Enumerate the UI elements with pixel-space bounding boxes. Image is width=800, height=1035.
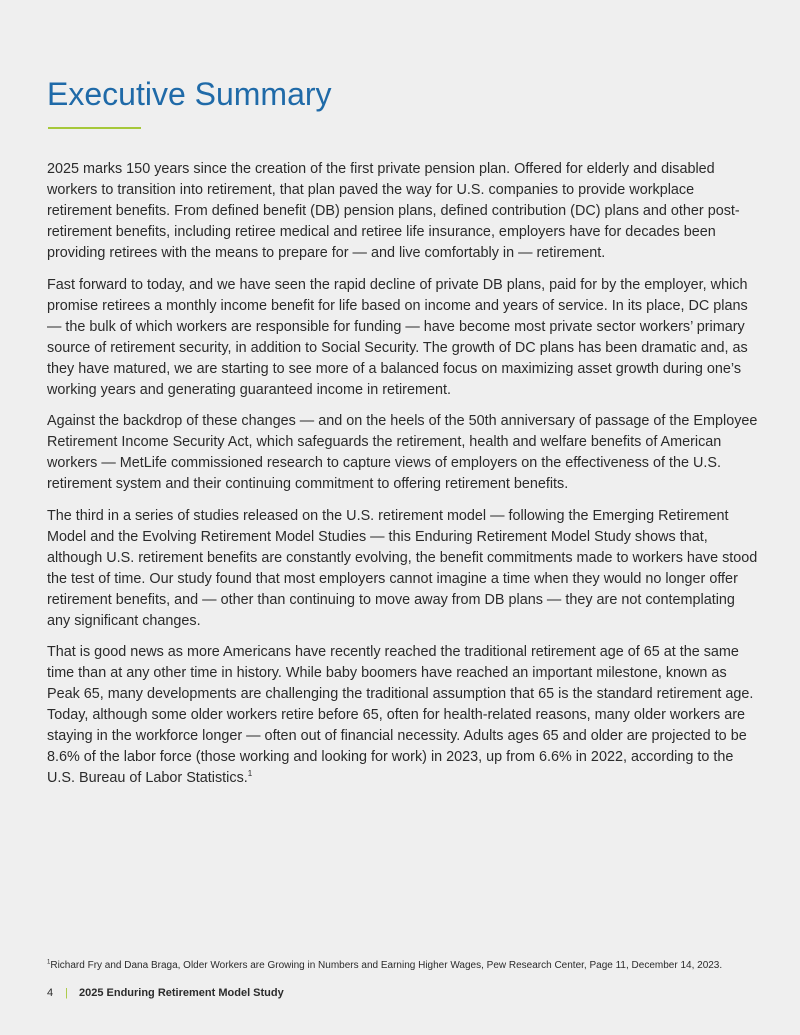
page-number: 4: [47, 987, 54, 999]
paragraph-3: Against the backdrop of these changes — and on the heels of the 50th anniversary of passage of the Employee Retirement Income Security Act, which safeguards the retirement, health and welfare benefits of American workers — MetLife commissioned research to capture views of employers on the effectiveness of the U.S. retirement system and their continuing commitment to offering retirement benefits.: [47, 413, 758, 492]
footer-document-title: 2025 Enduring Retirement Model Study: [78, 987, 284, 999]
paragraph-4: The third in a series of studies released on the U.S. retirement model — following the Emerging Retirement Model and the Evolving Retirement Model Studies — this Enduring Retirement Model Study shows that, although U.S. retirement benefits are constantly evolving, the benefit commitments made to workers have stood the test of time. Our study found that most employers cannot imagine a time when they would no longer offer retirement benefits, and — other than continuing to move away from DB plans — they are not contemplating any significant changes.: [47, 507, 758, 629]
paragraph-1: 2025 marks 150 years since the creation of the first private pension plan. Offered for elderly and disabled workers to transition into retirement, that plan paved the way for U.S. companies to provide workplace retirement benefits. From defined benefit (DB) pension plans, defined contribution (DC) plans and other post-retirement benefits, including retiree medical and retiree life insurance, employers have for decades been providing retirees with the means to prepare for — and live comfortably in — retirement.: [47, 161, 740, 261]
footnote-text: Richard Fry and Dana Braga, Older Workers are Growing in Numbers and Earning Higher Wages, Pew Research Center, Page 11, December 14, 2023.: [50, 960, 723, 971]
footnote: [47, 959, 787, 973]
page-title: Executive Summary: [47, 76, 332, 112]
paragraph-5-text: That is good news as more Americans have recently reached the traditional retirement age of 65 at the same time than at any other time in history. While baby boomers have reached an important milestone, known as Peak 65, many developments are challenging the traditional assumption that 65 is the standard retirement age. Today, although some older workers retire before 65, often for health-related reasons, many older workers are staying in the workforce longer — often out of financial necessity. Adults ages 65 and older are projected to be 8.6% of the labor force (those working and looking for work) in 2023, up from 6.6% in 2022, according to the U.S. Bureau of Labor Statistics.: [47, 644, 754, 786]
footer-divider: |: [65, 987, 68, 999]
footnote-reference[interactable]: 1: [247, 769, 253, 779]
page-footer: [47, 986, 284, 1000]
body-text: [47, 159, 759, 800]
footnote-marker: 1: [47, 959, 51, 966]
title-underline-rule: [48, 127, 141, 129]
paragraph-2: Fast forward to today, and we have seen the rapid decline of private DB plans, paid for by the employer, which promise retirees a monthly income benefit for life based on income and years of service. In its place, DC plans — the bulk of which workers are responsible for funding — have become most private sector workers’ primary source of retirement security, in addition to Social Security. The growth of DC plans has been dramatic and, as they have matured, we are starting to see more of a balanced focus on maximizing asset growth during one’s working years and generating guaranteed income in retirement.: [47, 276, 748, 398]
paragraph-5: [47, 642, 759, 789]
